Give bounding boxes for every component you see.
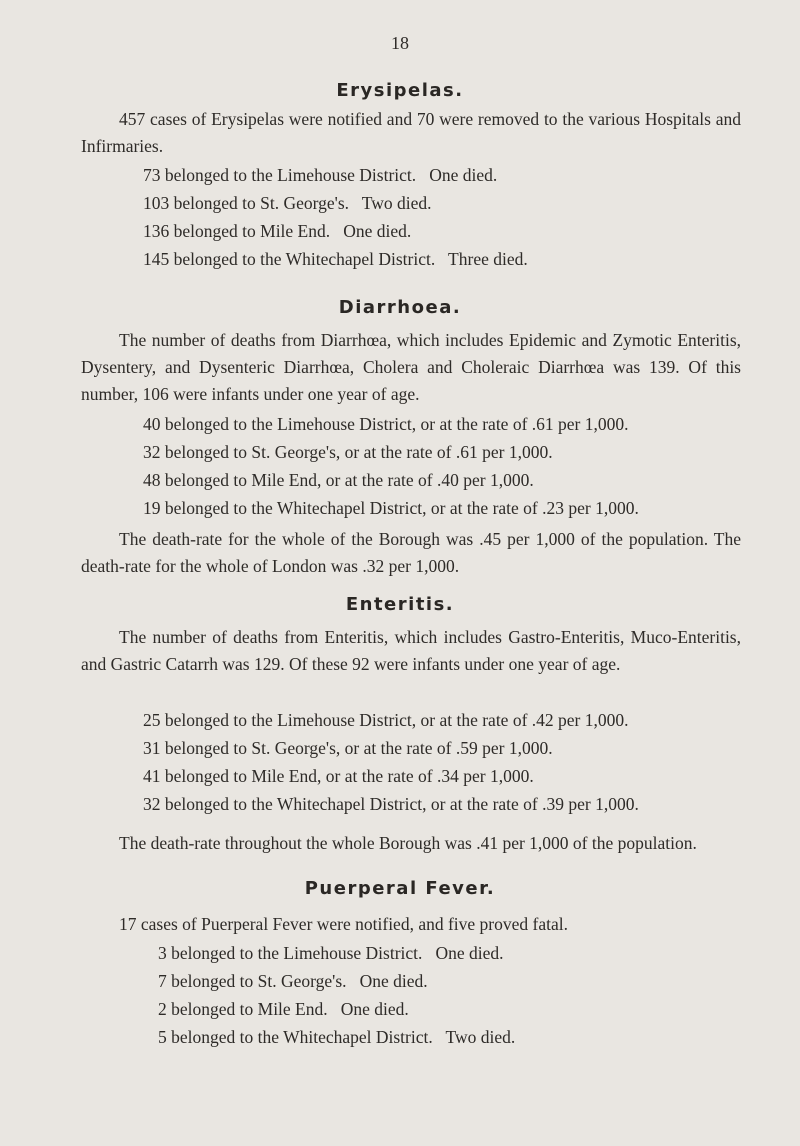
puerperal-fever-line: 3 belonged to the Limehouse District. One died. bbox=[158, 943, 504, 963]
diarrhoea-intro: The number of deaths from Diarrhœa, which includes Epidemic and Zymotic Enteritis, Dysentery, and Dysenteric Diarrhœa, Cholera and Choleraic Diarrhœa was 139. Of this number, 106 were infants under one year of age. bbox=[81, 330, 741, 404]
puerperal-fever-intro: 17 cases of Puerperal Fever were notified, and five proved fatal. bbox=[119, 914, 568, 934]
page-number: 18 bbox=[391, 33, 409, 53]
erysipelas-line: 136 belonged to Mile End. One died. bbox=[143, 221, 412, 241]
diarrhoea-line: 48 belonged to Mile End, or at the rate of .40 per 1,000. bbox=[143, 470, 534, 490]
enteritis-intro: The number of deaths from Enteritis, which includes Gastro-Enteritis, Muco-Enteritis, and Gastric Catarrh was 129. Of these 92 were infants under one year of age. bbox=[81, 627, 741, 674]
erysipelas-line: 145 belonged to the Whitechapel District. Three died. bbox=[143, 249, 528, 269]
enteritis-line: 41 belonged to Mile End, or at the rate of .34 per 1,000. bbox=[143, 766, 534, 786]
puerperal-fever-heading: Puerperal Fever. bbox=[304, 878, 496, 899]
diarrhoea-heading: Diarrhoea. bbox=[338, 297, 462, 318]
enteritis-line: 32 belonged to the Whitechapel District, or at the rate of .39 per 1,000. bbox=[143, 794, 639, 814]
diarrhoea-line: 32 belonged to St. George's, or at the rate of .61 per 1,000. bbox=[143, 442, 553, 462]
erysipelas-intro: 457 cases of Erysipelas were notified and 70 were removed to the various Hospitals and Infirmaries. bbox=[81, 109, 741, 156]
enteritis-line: 25 belonged to the Limehouse District, or at the rate of .42 per 1,000. bbox=[143, 710, 629, 730]
puerperal-fever-line: 5 belonged to the Whitechapel District. Two died. bbox=[158, 1027, 516, 1047]
enteritis-line: 31 belonged to St. George's, or at the rate of .59 per 1,000. bbox=[143, 738, 553, 758]
erysipelas-line: 103 belonged to St. George's. Two died. bbox=[143, 193, 432, 213]
diarrhoea-line: 19 belonged to the Whitechapel District, or at the rate of .23 per 1,000. bbox=[143, 498, 639, 518]
puerperal-fever-line: 2 belonged to Mile End. One died. bbox=[158, 999, 409, 1019]
puerperal-fever-line: 7 belonged to St. George's. One died. bbox=[158, 971, 428, 991]
erysipelas-heading: Erysipelas. bbox=[336, 80, 464, 101]
diarrhoea-summary: The death-rate for the whole of the Borough was .45 per 1,000 of the population. The death-rate for the whole of London was .32 per 1,000. bbox=[81, 529, 741, 576]
erysipelas-line: 73 belonged to the Limehouse District. One died. bbox=[143, 165, 498, 185]
diarrhoea-line: 40 belonged to the Limehouse District, or at the rate of .61 per 1,000. bbox=[143, 414, 629, 434]
enteritis-summary: The death-rate throughout the whole Borough was .41 per 1,000 of the population. bbox=[119, 833, 697, 853]
enteritis-heading: Enteritis. bbox=[345, 594, 455, 615]
